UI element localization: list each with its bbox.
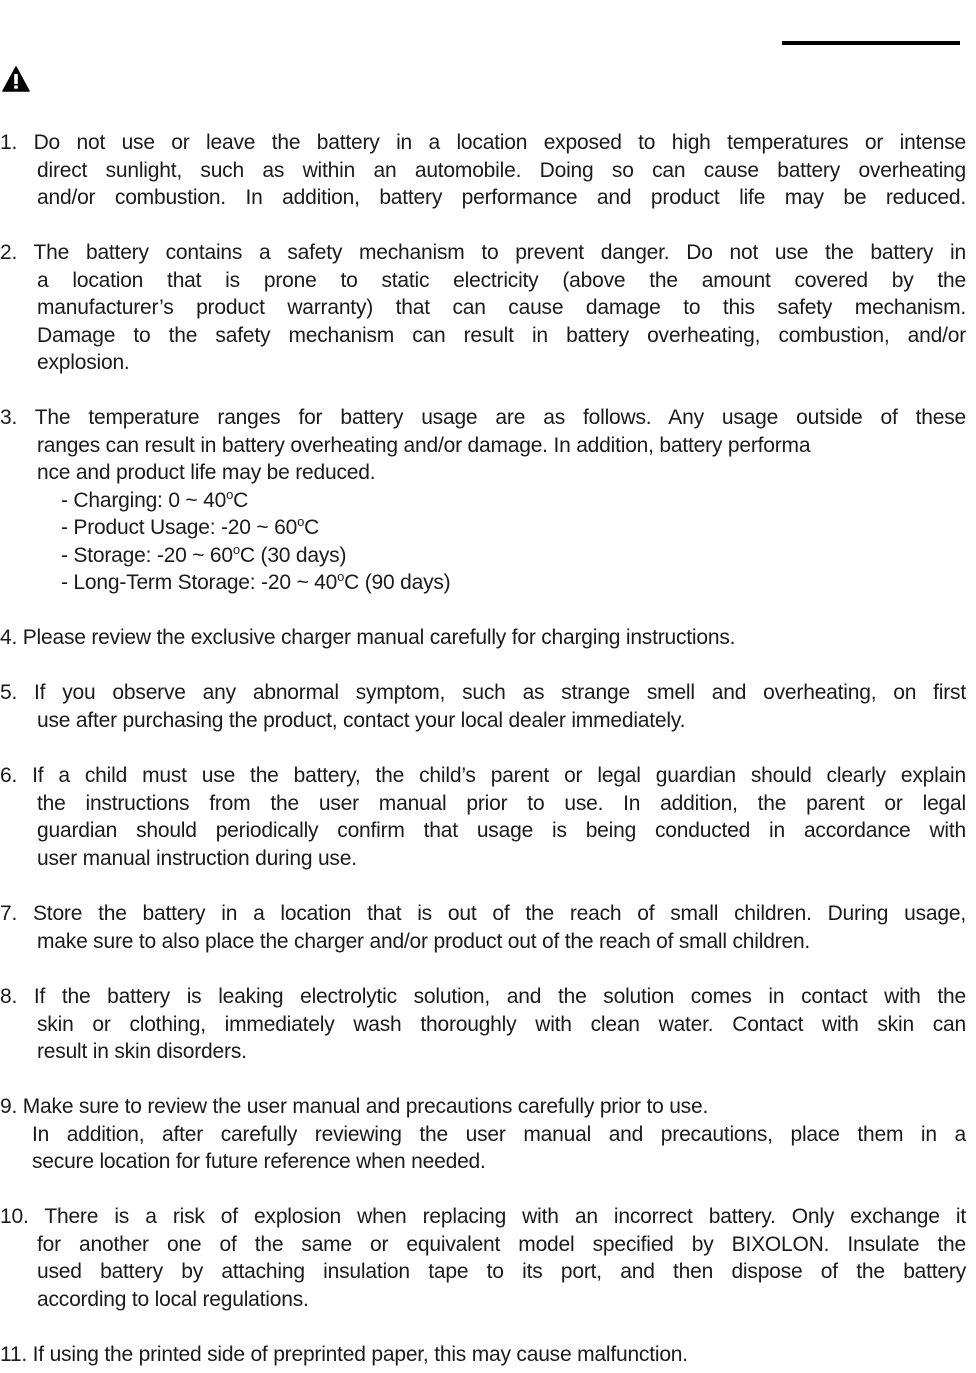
item-line: In addition, after carefully reviewing the user manual and precautions, place them in a [32, 1122, 966, 1146]
item-line: 5. If you observe any abnormal symptom, such as strange smell and overheating, on first [0, 681, 966, 704]
item-line: 1. Do not use or leave the battery in a location exposed to high temperatures or intense [0, 131, 966, 154]
item-line: manufacturer’s product warranty) that can cause damage to this safety mechanism. [37, 296, 966, 319]
item-line: explosion. [37, 351, 130, 374]
item-line: used battery by attaching insulation tape to its port, and then dispose of the battery [37, 1260, 966, 1283]
item-line: 3. The temperature ranges for battery usage are as follows. Any usage outside of these [0, 406, 966, 429]
precaution-item-4 [0, 624, 966, 652]
temperature-range-charging: - Charging: 0 ~ 40$^o$C [61, 486, 249, 512]
item-line: result in skin disorders. [37, 1040, 247, 1063]
item-line: 4. Please review the exclusive charger manual carefully for charging instructions. [0, 626, 736, 649]
item-line: 11. If using the printed side of preprinted paper, this may cause malfunction. [0, 1343, 688, 1366]
item-line: user manual instruction during use. [37, 846, 357, 870]
item-line: Damage to the safety mechanism can result in battery overheating, combustion, and/or [37, 323, 966, 347]
item-line: make sure to also place the charger and/or product out of the reach of small children. [37, 929, 811, 953]
item-line: a location that is prone to static electricity (above the amount covered by the [37, 268, 966, 292]
item-line: for another one of the same or equivalent model specified by BIXOLON. Insulate the [37, 1232, 966, 1256]
precaution-item-9 [0, 1093, 966, 1176]
item-line: the instructions from the user manual prior to use. In addition, the parent or legal [37, 791, 966, 815]
precaution-item-11 [0, 1341, 966, 1369]
precaution-item-3 [0, 404, 966, 597]
item-line: 7. Store the battery in a location that is out of the reach of small children. During usage, [0, 902, 966, 925]
item-line: 9. Make sure to review the user manual and precautions carefully prior to use. [0, 1095, 709, 1118]
warning-triangle-icon [2, 66, 30, 92]
precaution-item-2 [0, 239, 966, 377]
item-line: 8. If the battery is leaking electrolytic solution, and the solution comes in contact with the [0, 985, 966, 1008]
precaution-item-6 [0, 762, 966, 872]
item-line: and/or combustion. In addition, battery performance and product life may be reduced. [37, 186, 966, 209]
item-line: 10. There is a risk of explosion when replacing with an incorrect battery. Only exchange it [0, 1205, 966, 1228]
temperature-range-product-usage: - Product Usage: -20 ~ 60$^o$C [61, 514, 320, 539]
temperature-range-storage: - Storage: -20 ~ 60$^o$C (30 days) [61, 541, 347, 567]
item-line: skin or clothing, immediately wash thoroughly with clean water. Contact with skin can [37, 1012, 966, 1036]
precaution-item-7 [0, 900, 966, 955]
item-line: 2. The battery contains a safety mechanism to prevent danger. Do not use the battery in [0, 241, 966, 264]
item-line: direct sunlight, such as within an automobile. Doing so can cause battery overheating [37, 158, 966, 182]
precaution-item-10 [0, 1203, 966, 1313]
item-line: ranges can result in battery overheating and/or damage. In addition, battery performa [37, 433, 811, 457]
item-line: secure location for future reference when needed. [32, 1150, 486, 1173]
item-line: guardian should periodically confirm that usage is being conducted in accordance with [37, 819, 966, 842]
temperature-range-long-term-storage: - Long-Term Storage: -20 ~ 40$^o$C (90 days) [61, 569, 451, 594]
precaution-item-5 [0, 679, 966, 734]
precaution-item-1 [0, 129, 966, 212]
item-line: 6. If a child must use the battery, the child’s parent or legal guardian should clearly explain [0, 764, 966, 787]
item-line: nce and product life may be reduced. [37, 461, 376, 484]
item-line: use after purchasing the product, contact your local dealer immediately. [37, 708, 686, 732]
precaution-item-8 [0, 983, 966, 1066]
item-line: according to local regulations. [37, 1287, 309, 1311]
header-rule [782, 41, 960, 45]
